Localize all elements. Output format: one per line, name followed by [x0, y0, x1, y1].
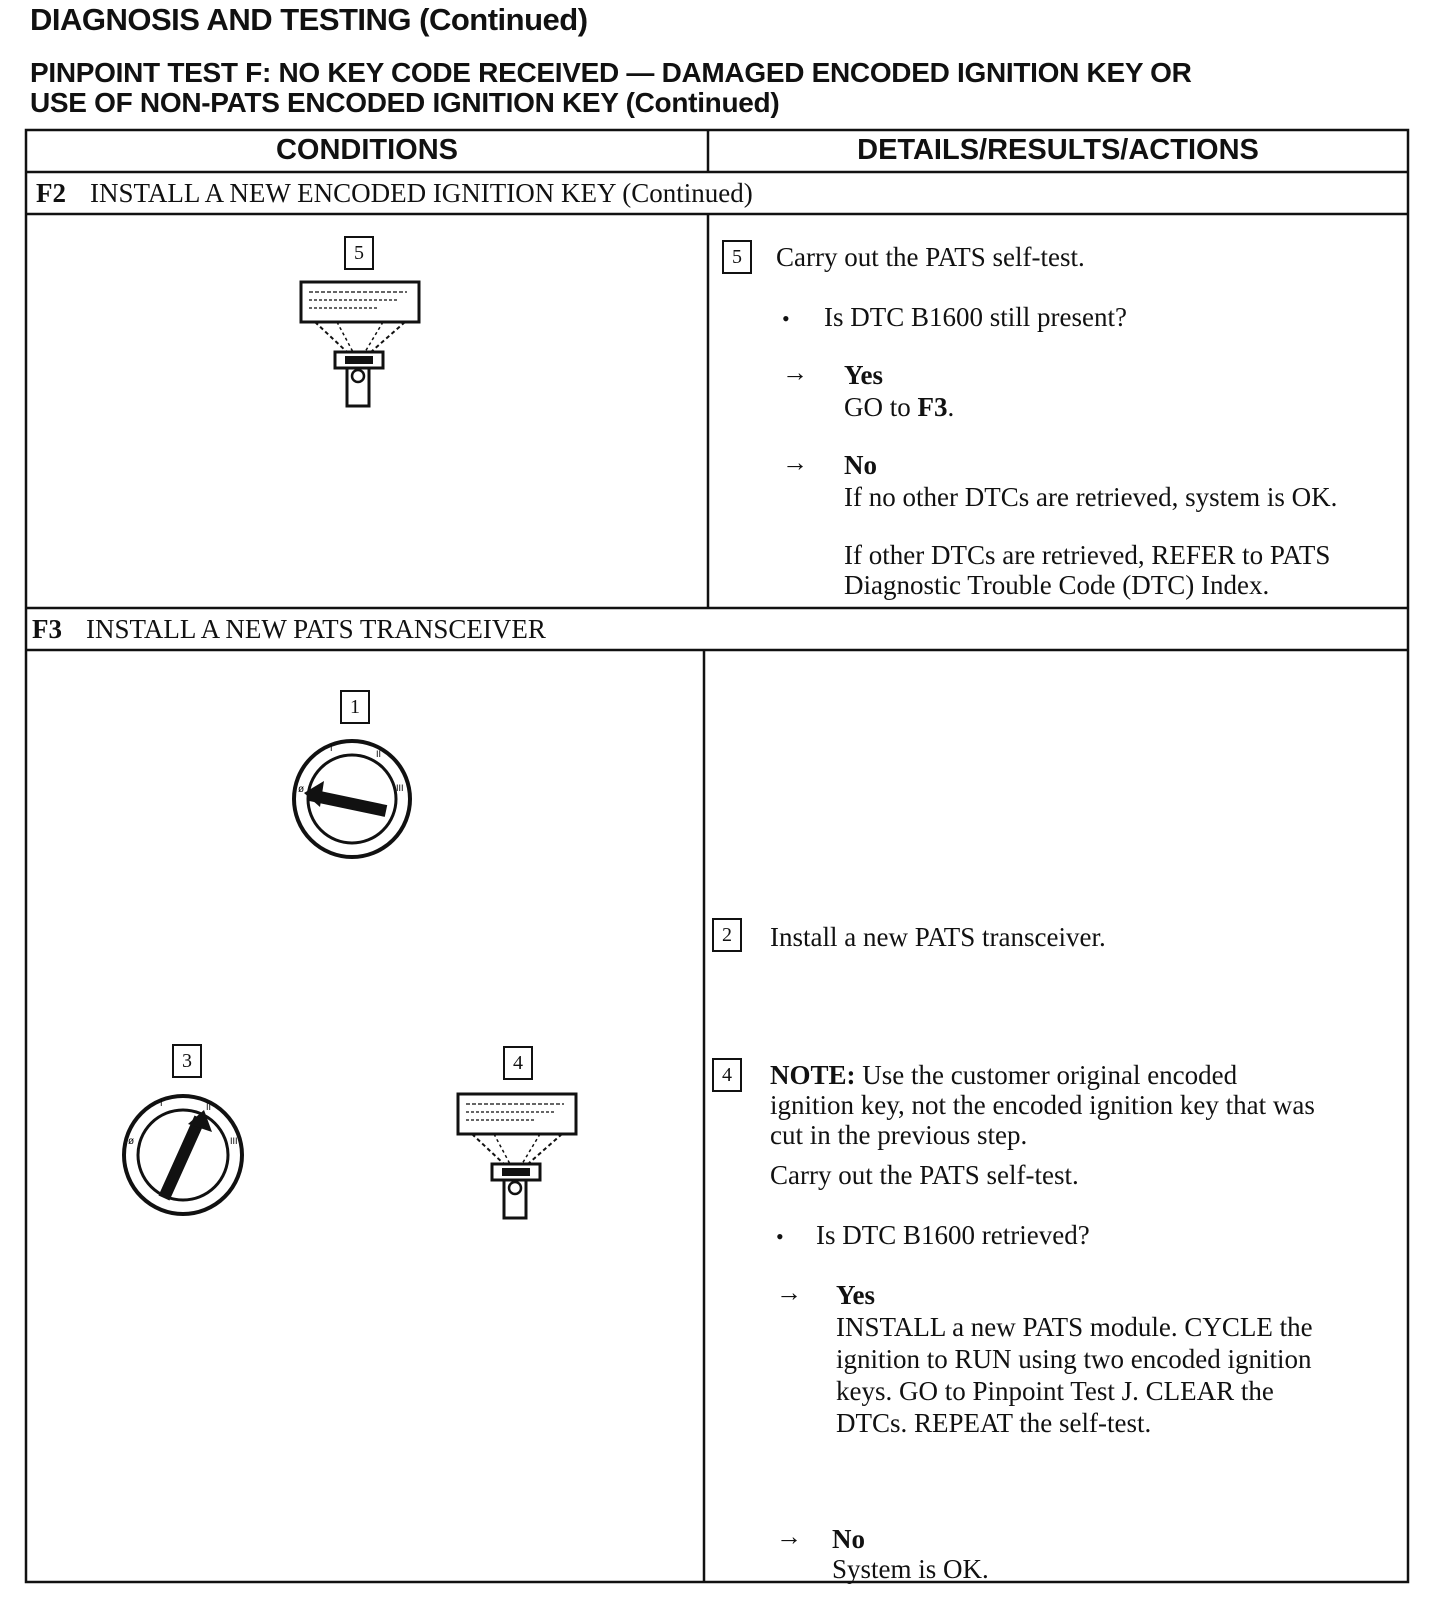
f3-step-2-instruction: Install a new PATS transceiver.: [770, 922, 1106, 952]
step-4-number: 4: [712, 1058, 742, 1092]
ignition-switch-icon: [120, 1092, 246, 1218]
f3-no-result: System is OK.: [832, 1554, 989, 1584]
f2-step-5-instruction: Carry out the PATS self-test.: [776, 242, 1085, 272]
bullet-icon: •: [782, 306, 790, 331]
bullet-icon: •: [776, 1224, 784, 1249]
illustration-step-4-label: 4: [503, 1046, 533, 1080]
f2-question: Is DTC B1600 still present?: [824, 302, 1127, 332]
arrow-right-icon: →: [776, 1522, 802, 1551]
scan-tool-icon: [295, 280, 425, 410]
f2-no-result-2b: Diagnostic Trouble Code (DTC) Index.: [844, 570, 1270, 600]
arrow-right-icon: →: [782, 448, 808, 477]
illustration-step-5-label: 5: [344, 236, 374, 270]
f3-note-line-3: cut in the previous step.: [770, 1120, 1028, 1150]
f3-note-line-2: ignition key, not the encoded ignition key that was: [770, 1090, 1315, 1120]
illustration-step-3-label: 3: [172, 1044, 202, 1078]
step-f2-heading: [36, 178, 753, 209]
svg-text:I: I: [160, 1098, 163, 1108]
f3-step-4-instruction: Carry out the PATS self-test.: [770, 1160, 1079, 1190]
svg-text:ø: ø: [128, 1136, 135, 1147]
f3-yes-action-2: ignition to RUN using two encoded ignition: [836, 1344, 1312, 1374]
step-f3-code: F3: [32, 614, 62, 644]
f2-no-label: No: [844, 450, 877, 480]
f2-yes-action: [844, 392, 954, 423]
svg-text:III: III: [396, 783, 404, 793]
svg-text:I: I: [330, 743, 333, 753]
f2-no-result-1: If no other DTCs are retrieved, system is OK.: [844, 482, 1338, 512]
arrow-right-icon: →: [776, 1278, 802, 1307]
f3-note-line-1: [770, 1060, 1237, 1091]
svg-text:II: II: [206, 1102, 212, 1112]
arrow-right-icon: →: [782, 358, 808, 387]
ignition-switch-icon: [290, 737, 414, 861]
step-f2-title: INSTALL A NEW ENCODED IGNITION KEY (Continued): [90, 178, 753, 208]
f3-yes-action-4: DTCs. REPEAT the self-test.: [836, 1408, 1152, 1438]
f3-yes-action-3: keys. GO to Pinpoint Test J. CLEAR the: [836, 1376, 1274, 1406]
test-title-line-2: USE OF NON-PATS ENCODED IGNITION KEY (Continued): [30, 87, 780, 118]
f3-no-label: No: [832, 1524, 865, 1554]
f3-yes-label: Yes: [836, 1280, 875, 1310]
step-f3-title: INSTALL A NEW PATS TRANSCEIVER: [86, 614, 546, 644]
column-header-conditions: CONDITIONS: [275, 134, 459, 166]
f2-yes-label: Yes: [844, 360, 883, 390]
svg-text:III: III: [230, 1136, 238, 1146]
f2-yes-target-link[interactable]: F3: [917, 392, 948, 422]
column-header-details: DETAILS/RESULTS/ACTIONS: [857, 134, 1259, 166]
scan-tool-icon: [452, 1092, 582, 1222]
section-title: DIAGNOSIS AND TESTING (Continued): [30, 2, 588, 37]
note-label: NOTE:: [770, 1060, 856, 1090]
f2-yes-suffix: .: [947, 392, 955, 422]
test-title-line-1: PINPOINT TEST F: NO KEY CODE RECEIVED — DAMAGED ENCODED IGNITION KEY OR: [30, 57, 1192, 88]
f3-yes-action-1: INSTALL a new PATS module. CYCLE the: [836, 1312, 1313, 1342]
step-f3-heading: [32, 614, 546, 645]
f2-no-result-2a: If other DTCs are retrieved, REFER to PATS: [844, 540, 1331, 570]
step-2-number: 2: [712, 918, 742, 952]
step-5-number: 5: [722, 240, 752, 274]
svg-text:ø: ø: [298, 784, 305, 795]
f3-question: Is DTC B1600 retrieved?: [816, 1220, 1090, 1250]
note-text-1: Use the customer original encoded: [862, 1060, 1238, 1090]
f2-yes-prefix: GO to: [844, 392, 918, 422]
step-f2-code: F2: [36, 178, 66, 208]
illustration-step-1-label: 1: [340, 690, 370, 724]
svg-text:II: II: [376, 749, 382, 759]
